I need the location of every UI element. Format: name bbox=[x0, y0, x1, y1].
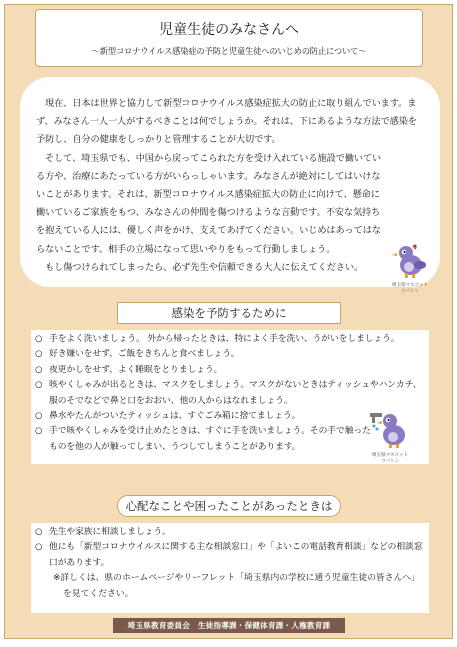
consult-note: ※詳しくは、県のホームページやリーフレット「埼玉県内の学校に通う児童生徒の皆さんへ」を見てください。 bbox=[53, 573, 420, 599]
list-item: ○ 先生や家族に相談しましょう。 bbox=[35, 525, 425, 540]
message-paragraph-2: そして、埼玉県でも、中国から戻ってこられた方を受け入れている施設で働いている方や、治療にあたっている方がいらっしゃいます。みなさんが絶対にしてはいけないことがあります。それは、新型コロナウイルス感染症拡大の防止に向けて、懸命に働いているご家族をもつ、みなさんの仲間を傷つけるような言動です。不安な気持ちを抱えている人には、優しく声をかけ、支えてあげてください。いじめはあってはならないことです。相手の立場になって思いやりをもって行動しましょう。 bbox=[36, 152, 382, 255]
prevention-list bbox=[35, 332, 425, 455]
consult-list bbox=[35, 525, 425, 571]
prevention-heading: 感染を予防するために bbox=[171, 306, 287, 320]
mascot-label: 埼玉県マスコット コバトン bbox=[392, 283, 428, 294]
kobaton-mascot-icon bbox=[391, 241, 429, 279]
list-item: ○ 咳やくしゃみが出るときは、マスクをしましょう。マスクがないときはティッシュやハンカチ、服のそでなどで鼻と口をおおい、他の人からはなれましょう。 bbox=[35, 378, 425, 409]
mascot-2 bbox=[368, 407, 412, 465]
mascot-1 bbox=[391, 241, 429, 295]
list-item: ○ 好き嫌いをせず、ご飯をきちんと食べましょう。 bbox=[35, 347, 425, 362]
consult-box bbox=[31, 523, 429, 613]
list-item: ○ 手で咳やくしゃみを受け止めたときは、すぐに手を洗いましょう。その手で触ったものを他の人が触ってしまい、うつしてしまうことがあります。 bbox=[35, 424, 425, 455]
list-item: ○ 手をよく洗いましょう。 外から帰ったときは、特によく手を洗い、うがいをしましょう。 bbox=[35, 332, 425, 347]
consult-heading: 心配なことや困ったことがあったときは bbox=[125, 499, 333, 513]
page-title: 児童生徒のみなさんへ bbox=[159, 22, 299, 38]
message-box bbox=[20, 77, 440, 287]
list-item: ○ 他にも「新型コロナウイルスに関する主な相談窓口」や「よいこの電話教育相談」などの相談窓口があります。 bbox=[35, 540, 425, 571]
list-item: ○ 鼻水やたんがついたティッシュは、すぐごみ箱に捨てましょう。 bbox=[35, 409, 425, 424]
list-item: ○ 夜更かしをせず、よく睡眠をとりましょう。 bbox=[35, 363, 425, 378]
message-paragraph-1: 現在、日本は世界と協力して新型コロナウイルス感染症拡大の防止に取り組んでいます。まず、みなさん一人一人がするべきことは何でしょうか。それは、下にあるような方法で感染を予防し、自分の健康をしっかりと管理することが大切です。 bbox=[36, 98, 417, 146]
mascot-label: 埼玉県マスコット コバトン bbox=[372, 453, 408, 464]
flyer-page bbox=[4, 4, 453, 639]
message-paragraph-3: もし傷つけられてしまったら、必ず先生や信頼できる大人に伝えてください。 bbox=[45, 261, 364, 273]
prevention-heading-box bbox=[117, 302, 341, 324]
footer-banner: 埼玉県教育委員会 生徒指導課・保健体育課・人権教育課 bbox=[113, 618, 345, 633]
kobaton-mascot-icon bbox=[368, 407, 412, 449]
page-subtitle: ～新型コロナウイルス感染症の予防と児童生徒へのいじめの防止について～ bbox=[91, 46, 367, 56]
title-box bbox=[35, 9, 423, 67]
consult-heading-box bbox=[117, 495, 341, 517]
